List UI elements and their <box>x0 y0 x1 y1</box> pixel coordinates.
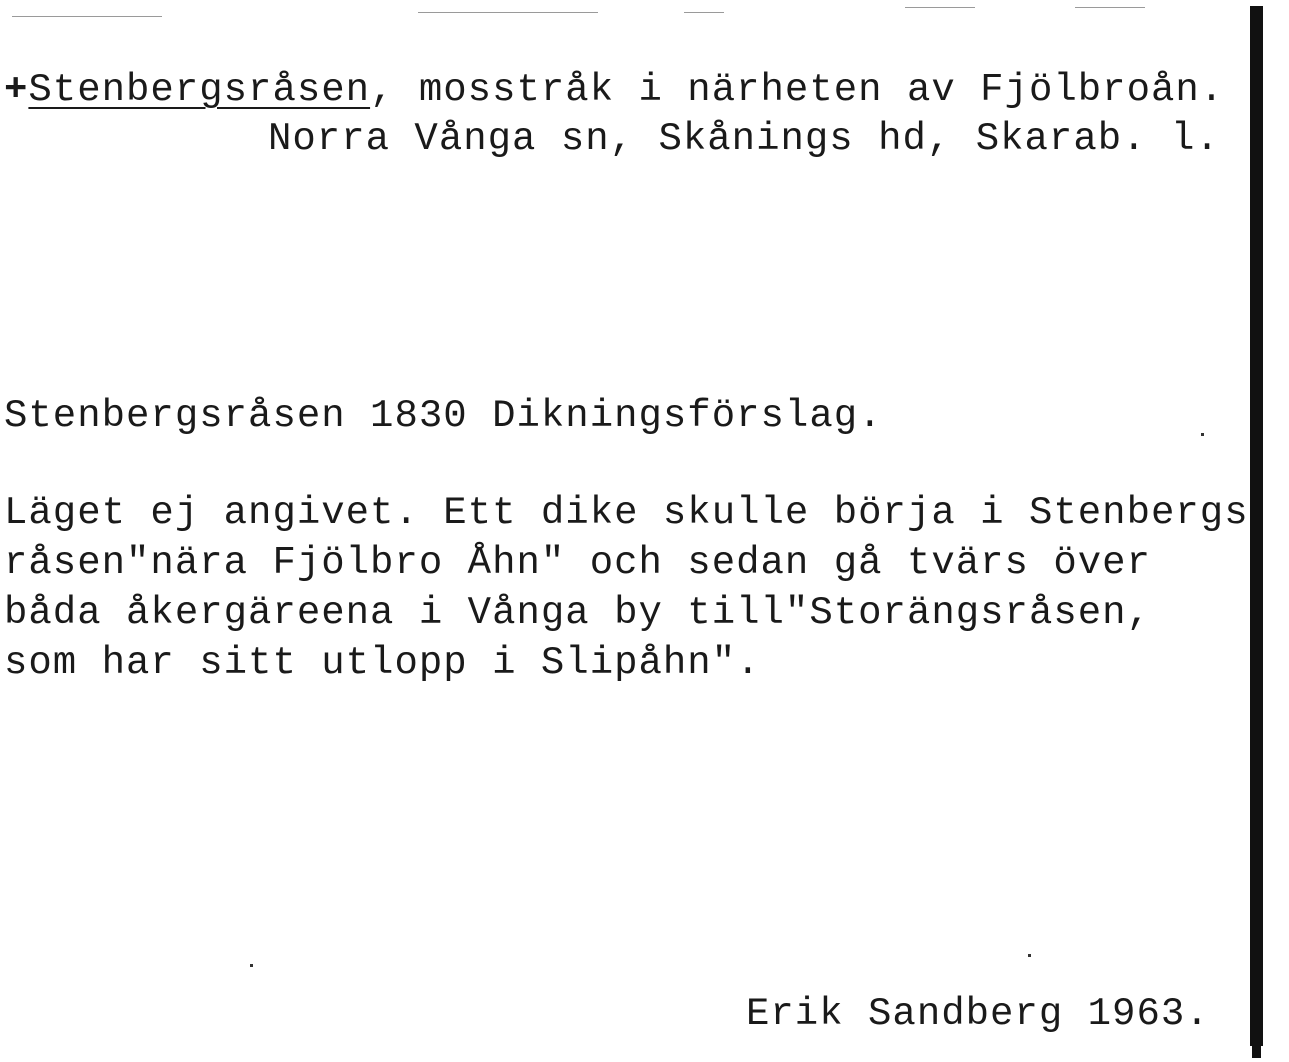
entry-marker: + <box>4 68 29 112</box>
place-name: Stenbergsråsen <box>28 68 371 112</box>
scan-dot <box>1028 954 1031 957</box>
signature: Erik Sandberg 1963. <box>746 992 1210 1036</box>
subject-line: Stenbergsråsen 1830 Dikningsförslag. <box>4 394 883 438</box>
scan-speck <box>418 12 598 13</box>
scan-dot <box>250 964 253 967</box>
place-description: , mosstråk i närheten av Fjölbroån. <box>370 68 1225 112</box>
scan-speck <box>905 7 975 8</box>
body-line: råsen"nära Fjölbro Åhn" och sedan gå tvärs över <box>4 541 1151 585</box>
body-line: båda åkergäreena i Vånga by till"Storängsråsen, <box>4 591 1151 635</box>
body-line: som har sitt utlopp i Slipåhn". <box>4 641 761 685</box>
heading-line-1 <box>4 68 1224 112</box>
scan-speck <box>12 16 162 17</box>
body-line: Läget ej angivet. Ett dike skulle börja i Stenbergs <box>4 491 1249 535</box>
scan-edge-bar <box>1250 6 1263 1046</box>
heading-line-2: Norra Vånga sn, Skånings hd, Skarab. l. <box>268 117 1220 161</box>
scan-speck <box>1075 7 1145 8</box>
scan-edge-tail <box>1252 1044 1261 1058</box>
scan-speck <box>684 12 724 13</box>
scan-dot <box>1201 433 1204 436</box>
